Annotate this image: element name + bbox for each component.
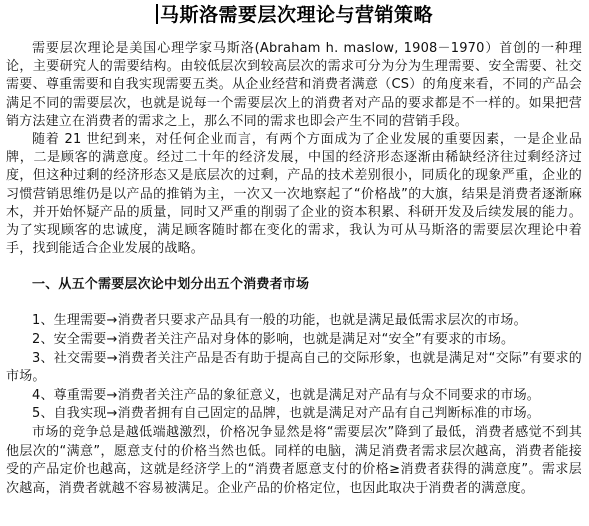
document-title-text: 马斯洛需要层次理论与营销策略 xyxy=(159,4,433,26)
list-item-safety: 2、安全需要→消费者关注产品对身体的影响，也就是满足对“安全”有要求的市场。 xyxy=(32,332,515,348)
list-item-physiological: 1、生理需要→消费者只要求产品具有一般的功能，也就是满足最低需求层次的市场。 xyxy=(32,313,527,329)
text-cursor xyxy=(156,4,158,24)
paragraph-background: 随着 21 世纪到来，对任何企业而言，有两个方面成为了企业发展的重要因素，一是企业品牌，二是顾客的满意度。经过二十年的经济发展，中国的经济形态逐渐由稀缺经济往过剩经济过度，但这种过剩的经济形态又是底层次的过剩，产品的技术差别很小，同质化的现象严重，企业的习惯营销思维仍是以产品的推销为主，一次又一次地察起了“价格战”的大旗，结果是消费者逐渐麻木，并开始怀疑产品的质量，同时又严重的削弱了企业的资本积累、科研开发及后续发展的能力。为了实现顾客的忠诚度，满足顾客随时都在变化的需求，我认为可从马斯洛的需要层次理论中着手，找到能适合企业发展的战略。 xyxy=(6,132,582,257)
paragraph-intro: 需要层次理论是美国心理学家马斯洛(Abraham h. maslow, 1908－1970）首创的一种理论，主要研究人的需要结构。由较低层次到较高层次的需求可分为分为生理需要、安全需要、社交需要、尊重需要和自我实现需要五类。从企业经营和消费者满意（CS）的角度来看，不同的产品会满足不同的需要层次，也就是说每一个需要层次上的消费者对产品的要求都是不一样的。如果把营销方法建立在消费者的需求之上，那么不同的需求也即会产生不同的营销手段。 xyxy=(6,41,582,129)
document-body xyxy=(6,40,582,498)
section-heading: 一、从五个需要层次论中划分出五个消费者市场 xyxy=(32,277,310,293)
paragraph-competition: 市场的竞争总是越低端越激烈，价格况争显然是将“需要层次”降到了最低，消费者感觉不到其他层次的“满意”，愿意支付的价格当然也低。同样的电脑，满足消费者需求层次越高，消费者能接受的产品定价也越高，这就是经济学上的“消费者愿意支付的价格≥消费者获得的满意度”。需求层次越高，消费者就越不容易被满足。企业产品的价格定位，也因此取决于消费者的满意度。 xyxy=(6,425,582,496)
list-item-esteem: 4、尊重需要→消费者关注产品的象征意义，也就是满足对产品有与众不同要求的市场。 xyxy=(32,387,540,403)
title-bar xyxy=(0,2,589,28)
consumer-market-list xyxy=(6,312,582,498)
list-item-self-actualization: 5、自我实现→消费者拥有自己固定的品牌，也就是满足对产品有自己判断标准的市场。 xyxy=(32,406,540,422)
document-title xyxy=(156,2,433,28)
list-item-social: 3、社交需要→消费者关注产品是否有助于提高自己的交际形象，也就是满足对“交际”有要求的市场。 xyxy=(6,350,582,385)
